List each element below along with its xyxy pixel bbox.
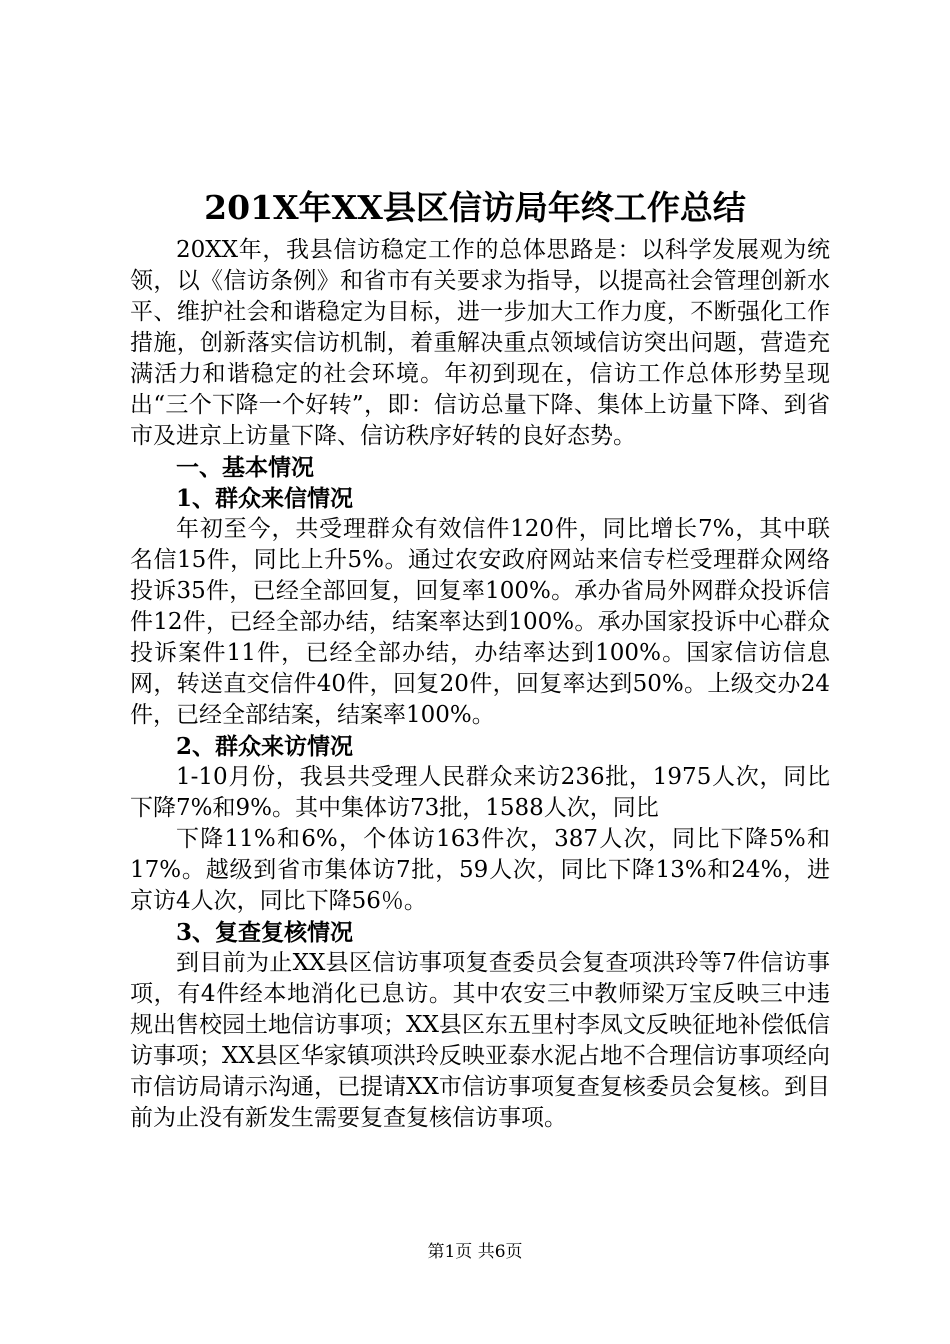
paragraph-review: 到目前为止XX县区信访事项复查委员会复查项洪玲等7件信访事项，有4件经本地消化已息访。其中农安三中教师梁万宝反映三中违规出售校园土地信访事项；XX县区东五里村李凤文反映征地补偿低信访事项；XX县区华家镇项洪玲反映亚泰水泥占地不合理信访事项经向市信访局请示沟通，已提请XX市信访事项复查复核委员会复核。到目前为止没有新发生需要复查复核信访事项。 <box>130 950 830 1131</box>
paragraph-intro: 20XX年，我县信访稳定工作的总体思路是：以科学发展观为统领，以《信访条例》和省市有关要求为指导，以提高社会管理创新水平、维护社会和谐稳定为目标，进一步加大工作力度，不断强化工作措施，创新落实信访机制，着重解决重点领域信访突出问题，营造充满活力和谐稳定的社会环境。年初到现在，信访工作总体形势呈现出“三个下降一个好转”，即：信访总量下降、集体上访量下降、到省市及进京上访量下降、信访秩序好转的良好态势。 <box>130 237 830 449</box>
subheading-review: 3、复查复核情况 <box>176 919 354 946</box>
paragraph-visits-2: 下降11%和6%，个体访163件次，387人次，同比下降5%和17%。越级到省市集体访7批，59人次，同比下降13%和24%，进京访4人次，同比下降56％。 <box>130 826 830 914</box>
document-title: 201X年XX县区信访局年终工作总结 <box>204 188 746 227</box>
section-heading-basic: 一、基本情况 <box>176 454 314 481</box>
paragraph-letters: 年初至今，共受理群众有效信件120件，同比增长7%，其中联名信15件，同比上升5%。通过农安政府网站来信专栏受理群众网络投诉35件，已经全部回复，回复率100%。承办省局外网群众投诉信件12件，已经全部办结，结案率达到100%。承办国家投诉中心群众投诉案件11件，已经全部办结，办结率达到100%。国家信访信息网，转送直交信件40件，回复20件，回复率达到50%。上级交办24件，已经全部结案，结案率100%。 <box>130 516 830 728</box>
page-footer: 第1页 共6页 <box>427 1242 523 1262</box>
document-body <box>130 235 830 1134</box>
subheading-visits: 2、群众来访情况 <box>176 733 354 760</box>
subheading-letters: 1、群众来信情况 <box>176 485 354 512</box>
paragraph-visits-1: 1-10月份，我县共受理人民群众来访236批，1975人次，同比下降7%和9%。其中集体访73批，1588人次，同比 <box>130 764 830 821</box>
